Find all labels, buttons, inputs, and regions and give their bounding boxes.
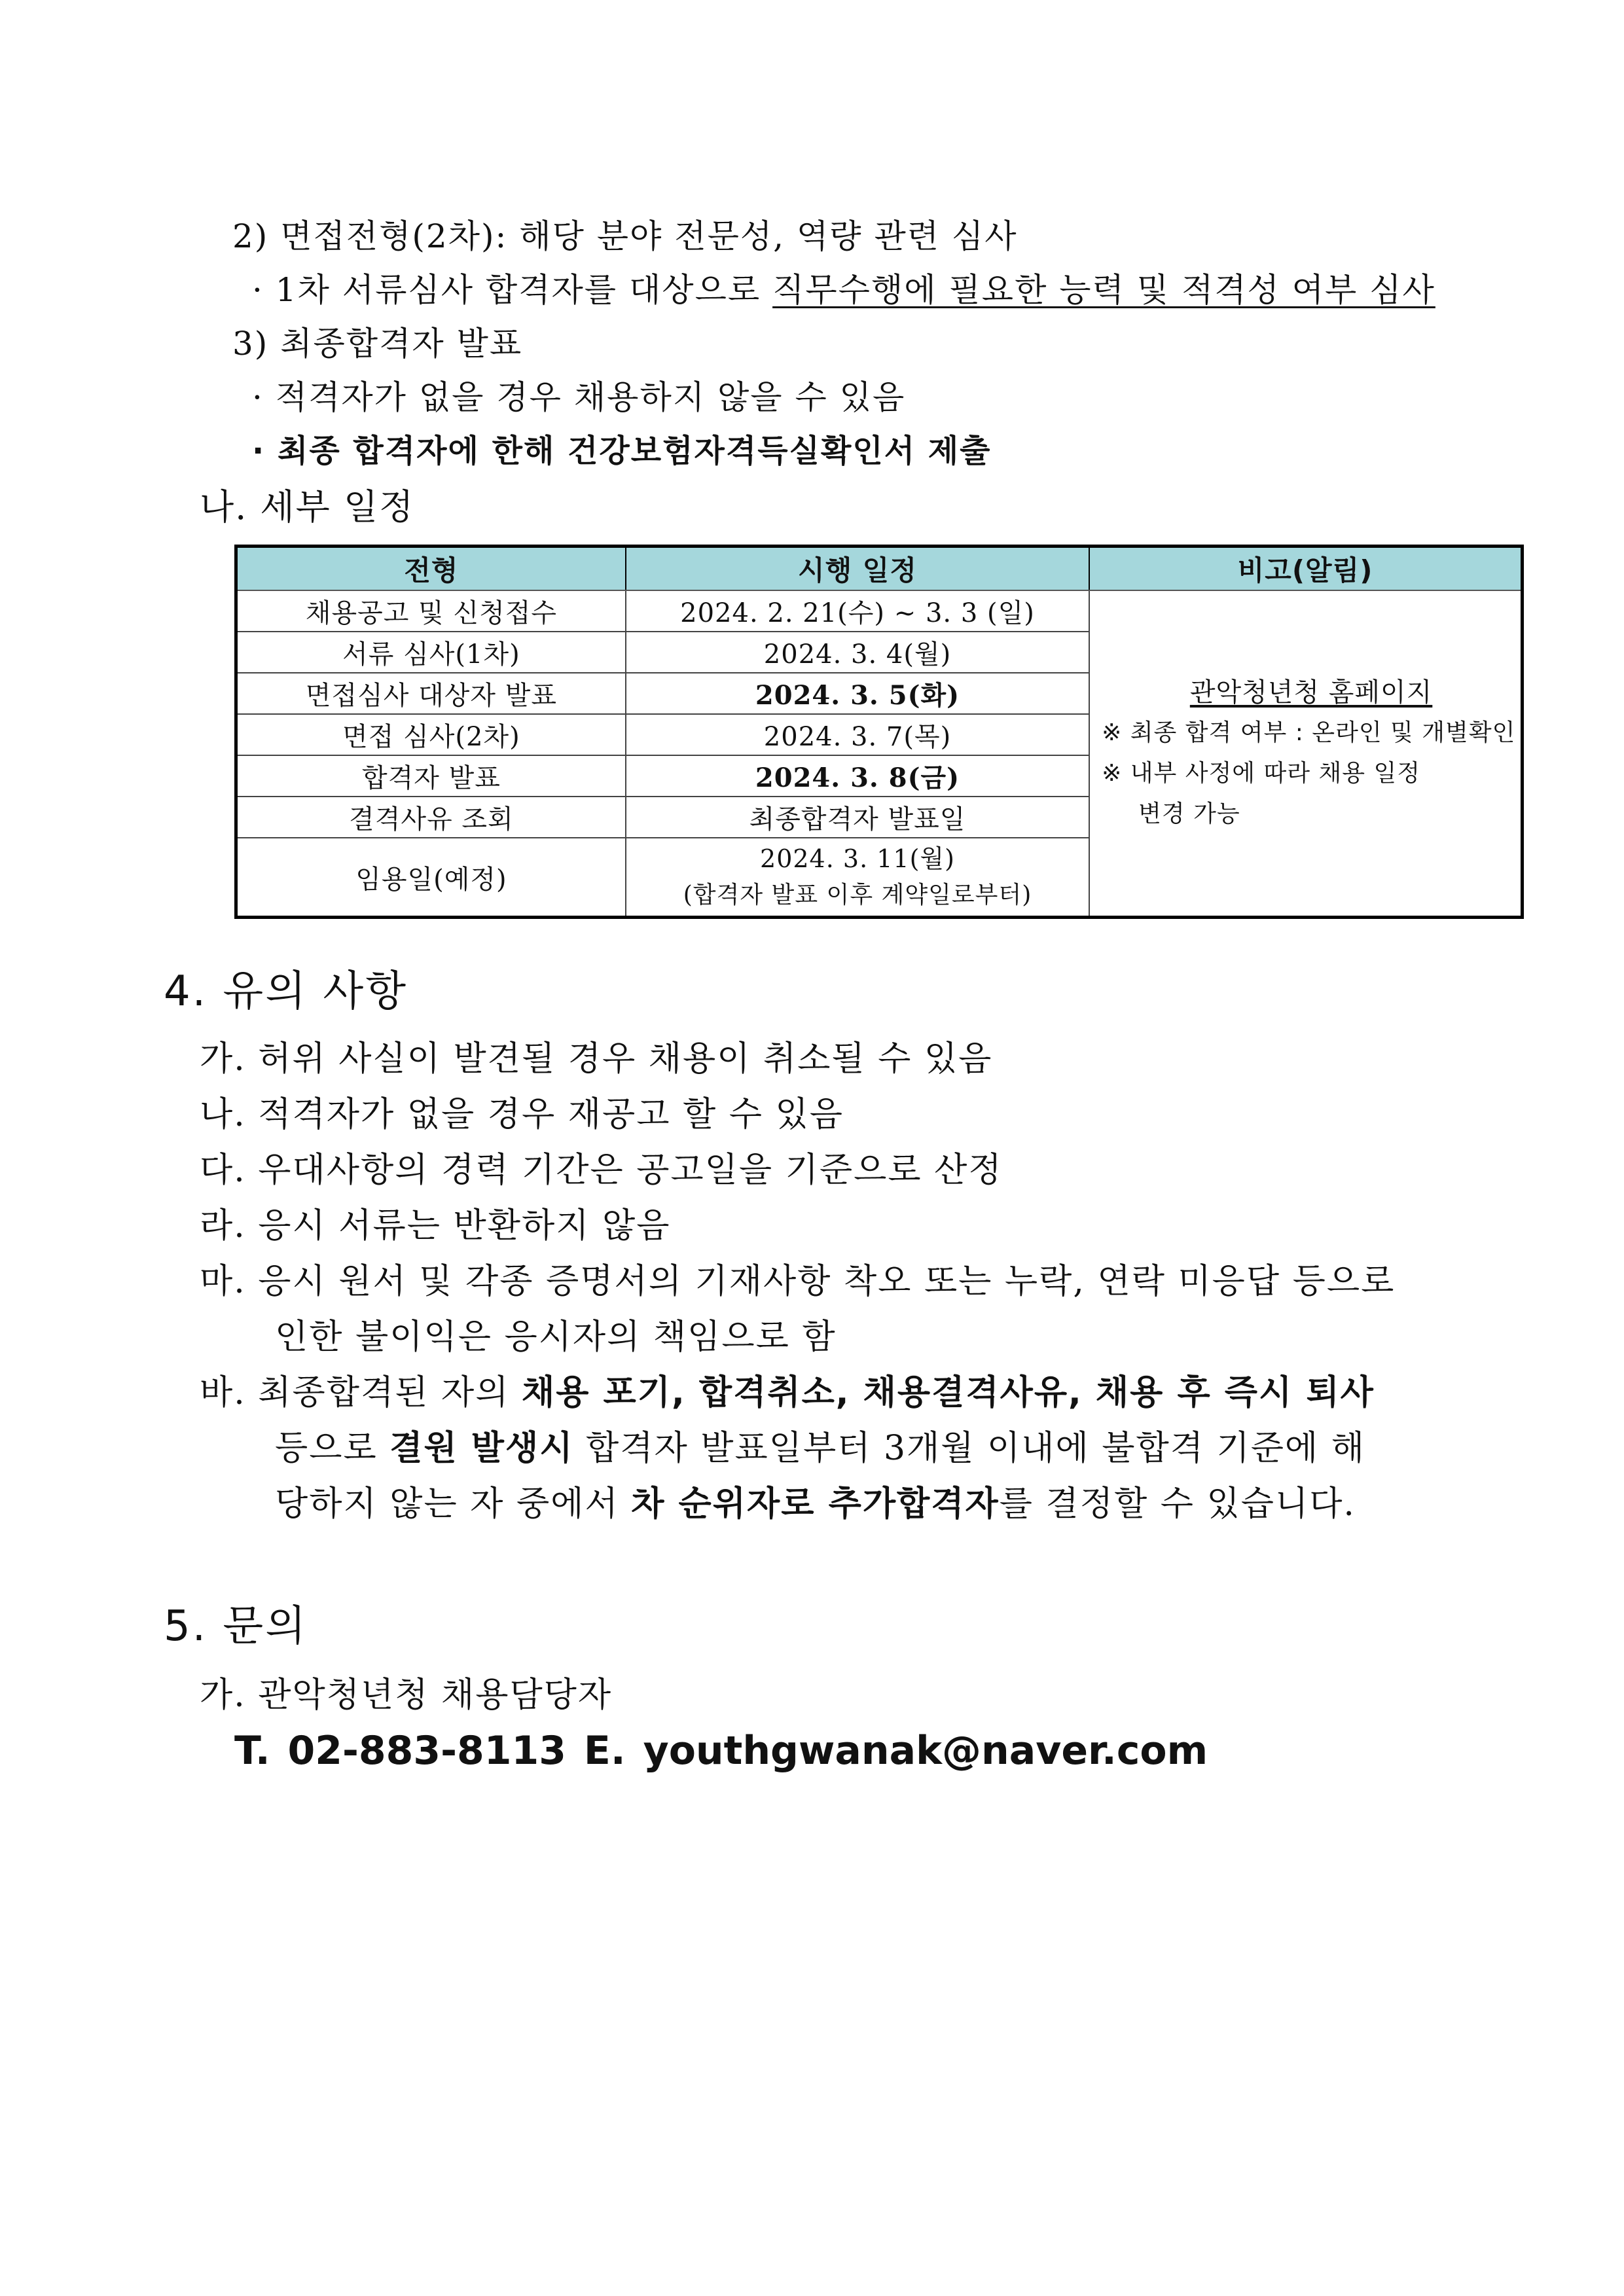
date-cell: 2024. 3. 4(월) [626,632,1089,673]
bullet-text: · 1차 서류심사 합격자를 대상으로 [252,271,773,309]
homepage-link[interactable]: 관악청년청 홈페이지 [1189,677,1433,708]
column-header-note: 비고(알림) [1089,547,1522,591]
caution-item-ba-line3 [275,1481,1356,1527]
note-cell [1089,590,1522,918]
stage-cell: 면접 심사(2차) [236,714,626,755]
column-header-date: 시행 일정 [626,547,1089,591]
section-4-title: 4. 유의 사항 [164,967,408,1016]
note-line-3: 변경 가능 [1138,800,1240,827]
stage-cell: 면접심사 대상자 발표 [236,673,626,714]
date-cell: 최종합격자 발표일 [626,797,1089,838]
detailed-schedule-heading: 나. 세부 일정 [200,486,415,528]
stage-cell: 채용공고 및 신청접수 [236,590,626,632]
stage-cell: 합격자 발표 [236,755,626,797]
table-header-row [236,547,1523,591]
caution-item-ma: 마. 응시 원서 및 각종 증명서의 기재사항 착오 또는 누락, 연락 미응답 등으로 [200,1262,1396,1301]
date-cell: 2024. 3. 8(금) [626,755,1089,797]
bold-text: 결원 발생시 [389,1429,574,1468]
caution-item-ba-line2 [275,1426,1365,1471]
text: 합격자 발표일부터 3개월 이내에 불합격 기준에 해 [573,1429,1365,1468]
bullet-underlined-text: 직무수행에 필요한 능력 및 적격성 여부 심사 [772,271,1435,309]
text: 당하지 않는 자 중에서 [275,1484,632,1524]
note-line-1: ※ 최종 합격 여부 : 온라인 및 개별확인 [1102,719,1516,746]
caution-item-ra: 라. 응시 서류는 반환하지 않음 [200,1206,671,1246]
stage-cell: 서류 심사(1차) [236,632,626,673]
table-row [236,590,1523,632]
date-main: 2024. 3. 11(월) [760,844,955,873]
date-sub: (합격자 발표 이후 계약일로부터) [683,882,1032,908]
section-5-title: 5. 문의 [164,1602,308,1651]
bold-text: 차 순위자로 추가합격자 [631,1484,1000,1524]
caution-item-ga: 가. 허위 사실이 발견될 경우 채용이 취소될 수 있음 [200,1039,993,1079]
interview-stage-bullet [252,267,1435,313]
stage-cell: 임용일(예정) [236,838,626,918]
final-announcement-bullet-1: · 적격자가 없을 경우 채용하지 않을 수 있음 [252,378,906,416]
text: 를 결정할 수 있습니다. [999,1484,1356,1524]
column-header-stage: 전형 [236,547,626,591]
date-cell: 2024. 2. 21(수) ~ 3. 3 (일) [626,590,1089,632]
note-line-2: ※ 내부 사정에 따라 채용 일정 [1102,760,1421,787]
date-cell: 2024. 3. 5(화) [626,673,1089,714]
inquiry-contact-person: 가. 관악청년청 채용담당자 [200,1676,613,1715]
text: 바. 최종합격된 자의 [200,1373,522,1412]
text: 등으로 [275,1429,390,1468]
contact-info[interactable]: T. 02-883-8113 E. youthgwanak@naver.com [234,1728,1208,1774]
caution-item-na: 나. 적격자가 없을 경우 재공고 할 수 있음 [200,1095,844,1134]
final-announcement-heading: 3) 최종합격자 발표 [232,325,523,363]
final-announcement-bullet-2: · 최종 합격자에 한해 건강보험자격득실확인서 제출 [252,433,992,469]
schedule-table [234,545,1524,919]
bold-text: 채용 포기, 합격취소, 채용결격사유, 채용 후 즉시 퇴사 [521,1373,1375,1412]
caution-item-da: 다. 우대사항의 경력 기간은 공고일을 기준으로 산정 [200,1151,1003,1190]
date-cell: 2024. 3. 7(목) [626,714,1089,755]
date-cell [626,838,1089,918]
stage-cell: 결격사유 조회 [236,797,626,838]
interview-stage-heading: 2) 면접전형(2차): 해당 분야 전문성, 역량 관련 심사 [232,217,1018,255]
caution-item-ma-cont: 인한 불이익은 응시자의 책임으로 함 [275,1318,837,1357]
caution-item-ba-line1 [200,1370,1375,1416]
